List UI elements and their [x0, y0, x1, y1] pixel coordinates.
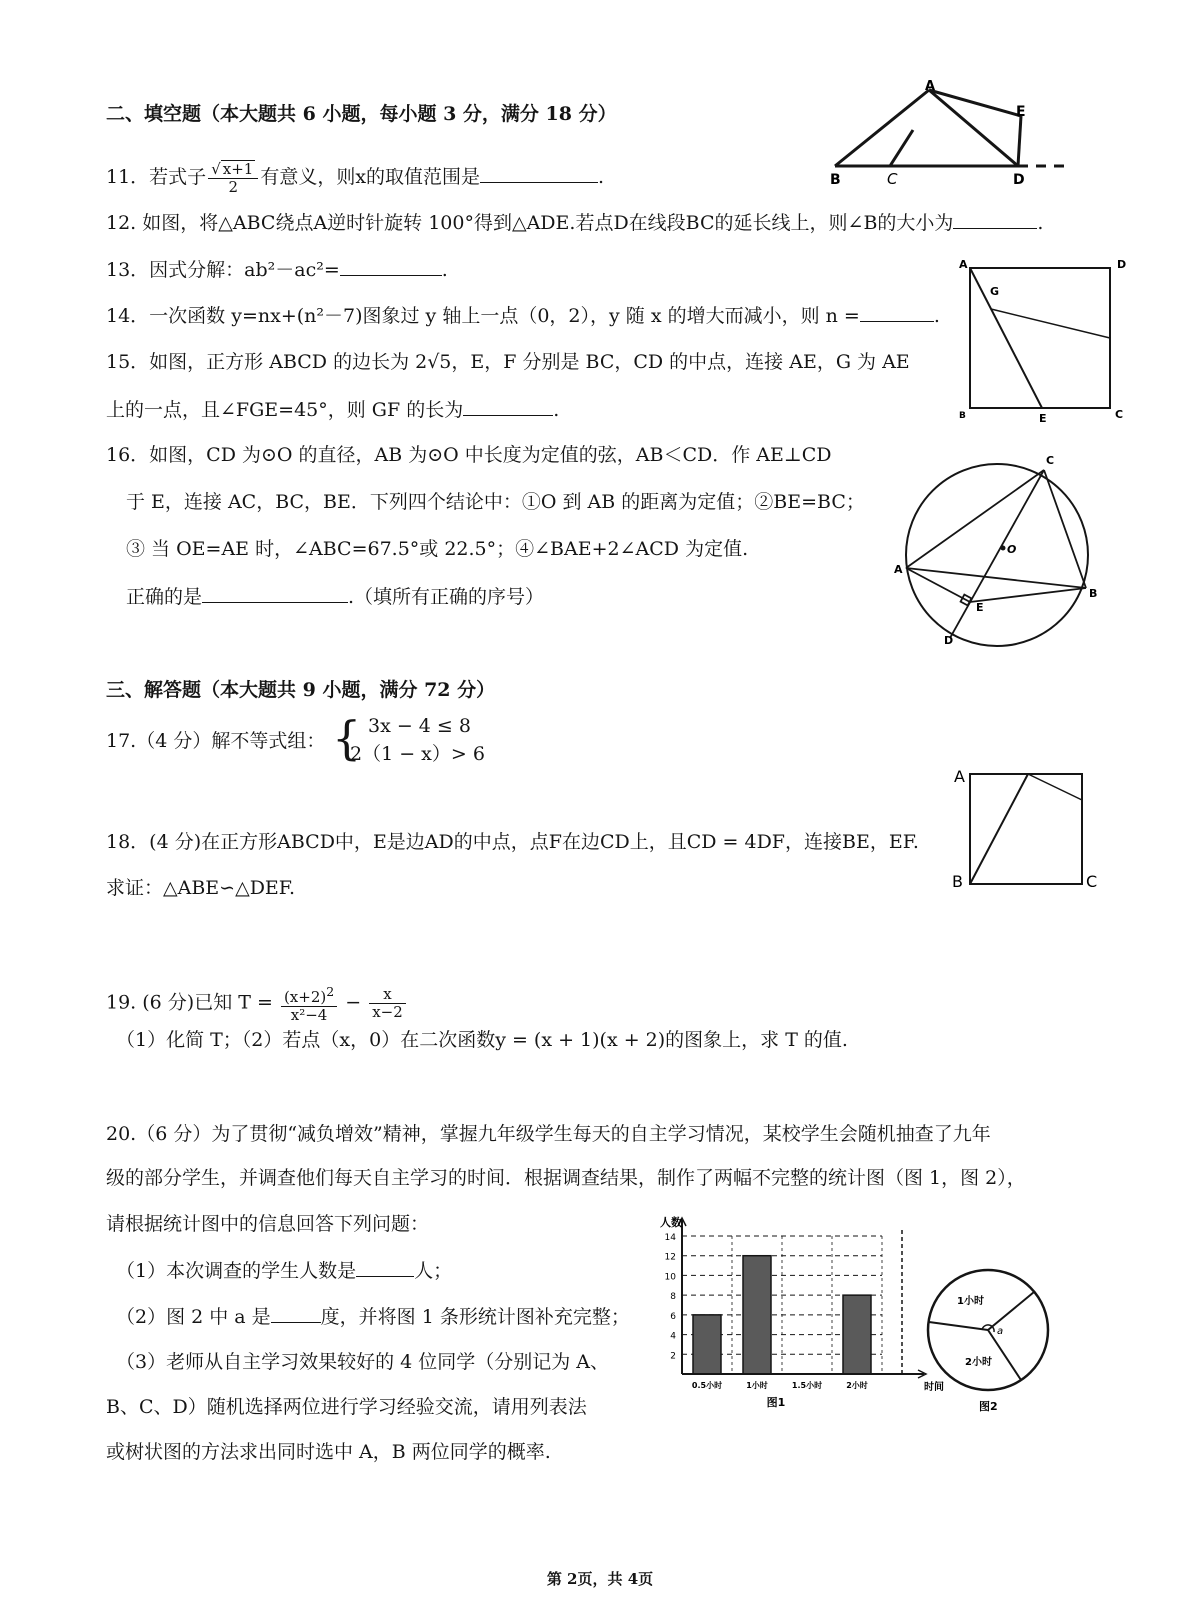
q15-label-d: D — [1117, 258, 1127, 271]
question-16-line-3: ③ 当 OE=AE 时，∠ABC=67.5°或 22.5°；④∠BAE+2∠ACD 为定值. — [126, 538, 749, 560]
question-18-line-2: 求证：△ABE∽△DEF. — [106, 877, 296, 899]
question-20-part-3-cont-1: B、C、D）随机选择两位进行学习经验交流，请用列表法 — [106, 1396, 587, 1418]
question-18-line-1: 18．(4 分)在正方形ABCD中，E是边AD的中点，点F在边CD上，且CD = 4DF，连接BE，EF. — [106, 831, 919, 853]
bar-ytick-2: 2 — [670, 1351, 676, 1362]
q20-p1-text: （1）本次调查的学生人数是 — [116, 1260, 357, 1282]
question-20-part-1 — [116, 1258, 452, 1283]
question-13 — [106, 257, 448, 282]
q12-triangles — [835, 90, 1065, 166]
section-title-fill-blank: 二、填空题（本大题共 6 小题，每小题 3 分，满分 18 分） — [106, 103, 617, 125]
q20-p1-suffix: 人； — [414, 1260, 453, 1282]
q20-p2-answer-blank[interactable] — [271, 1304, 321, 1323]
figure-q12 — [825, 80, 1075, 190]
question-16-line-4 — [126, 584, 544, 609]
q17-inequality-1: 3x − 4 ≤ 8 — [368, 715, 471, 737]
question-20-part-2 — [116, 1304, 630, 1329]
question-16-line-2: 于 E，连接 AC，BC，BE．下列四个结论中：①O 到 AB 的距离为定值；②BE=BC； — [126, 491, 865, 513]
q12-text: 12. 如图，将△ABC绕点A逆时针旋转 100°得到△ADE.若点D在线段BC的延长线上，则∠B的大小为 — [106, 212, 954, 234]
q18-segment-be — [970, 774, 1028, 884]
bar-xtick-3: 2小时 — [846, 1381, 868, 1390]
q19-fraction-1 — [281, 983, 337, 1024]
q16-segment-be — [970, 588, 1086, 602]
q20-p2-text: （2）图 2 中 a 是 — [116, 1306, 271, 1328]
q11-numerator: √ x+1 — [208, 160, 258, 179]
q12-label-b: B — [830, 172, 841, 188]
q19-frac2-denominator: x−2 — [372, 1003, 403, 1021]
q11-denominator: 2 — [228, 178, 239, 196]
bar-xtick-1: 1小时 — [746, 1381, 768, 1390]
question-20-line-2: 级的部分学生，并调查他们每天自主学习的时间．根据调查结果，制作了两幅不完整的统计图（图 1，图 2）， — [106, 1167, 1026, 1189]
q12-side-ac — [890, 130, 913, 166]
q12-end: . — [1037, 212, 1044, 234]
q16-answer-blank[interactable] — [202, 584, 348, 603]
q16-lines — [906, 470, 1086, 638]
q12-answer-blank[interactable] — [953, 210, 1037, 229]
q16-label-o: O — [1007, 543, 1017, 556]
question-20-part-3-cont-2: 或树状图的方法求出同时选中 A，B 两位同学的概率. — [106, 1441, 551, 1463]
q18-label-c: C — [1086, 872, 1098, 891]
pie-label-a: a — [997, 1326, 1004, 1337]
q15-label-a: A — [959, 258, 968, 271]
question-20-line-1: 20.（6 分）为了贯彻“减负增效”精神，掌握九年级学生每天的自主学习情况，某校学生会随机抽查了九年 — [106, 1123, 991, 1145]
q16-label-c: C — [1046, 454, 1055, 467]
q11-answer-blank[interactable] — [480, 164, 598, 183]
bar-1 — [743, 1256, 771, 1374]
bar-ytick-12: 12 — [664, 1252, 676, 1263]
bar-xtick-0: 0.5小时 — [691, 1381, 723, 1390]
q15-label-g: G — [990, 285, 1000, 298]
pie-label-1-hour: 1小时 — [957, 1296, 984, 1307]
q18-segment-ef — [1028, 774, 1082, 800]
q16-label-e: E — [976, 601, 984, 614]
section-title-answer: 三、解答题（本大题共 9 小题，满分 72 分） — [106, 679, 496, 701]
q15-answer-blank[interactable] — [463, 397, 553, 416]
q14-text: 14．一次函数 y=nx+(n²－7)图象过 y 轴上一点（0，2），y 随 x 的增大而减小，则 n = — [106, 305, 860, 327]
q12-side-ed — [1018, 116, 1021, 166]
bar-title: 图1 — [766, 1396, 786, 1409]
q15-end: . — [553, 399, 560, 421]
q15-label-c: C — [1115, 408, 1124, 421]
q12-side-ab — [835, 90, 929, 166]
question-15-line-1: 15．如图，正方形 ABCD 的边长为 2√5，E，F 分别是 BC，CD 的中点，连接 AE，G 为 AE — [106, 351, 910, 373]
page-footer: 第 2页，共 4页 — [546, 1570, 654, 1588]
q16-chord-cb — [1044, 470, 1086, 588]
question-11 — [106, 160, 604, 196]
q16-chord-ab — [906, 568, 1086, 588]
pie-divider-3 — [988, 1330, 1021, 1380]
q18-label-b: B — [952, 872, 963, 891]
bar-ytick-4: 4 — [670, 1331, 676, 1342]
bar-ytick-8: 8 — [670, 1292, 676, 1303]
pie-chart-figure-2 — [915, 1270, 1065, 1420]
bar-chart-figure-1 — [650, 1210, 944, 1415]
q16-center-point — [1001, 546, 1006, 551]
q16-diameter-cd — [950, 470, 1044, 638]
q20-p1-answer-blank[interactable] — [356, 1258, 414, 1277]
question-19-line-2: （1）化简 T；（2）若点（x，0）在二次函数y = (x + 1)(x + 2)的图象上，求 T 的值. — [116, 1029, 848, 1051]
q19-minus: − — [345, 991, 362, 1014]
pie-divider-2 — [929, 1322, 988, 1330]
bar-3 — [843, 1295, 871, 1374]
q14-end: . — [933, 305, 940, 327]
bar-ytick-10: 10 — [664, 1272, 676, 1283]
q19-prefix: 19. (6 分)已知 T = — [106, 991, 273, 1014]
q19-frac1-numerator — [281, 983, 337, 1007]
q19-frac2-numerator: x — [369, 986, 406, 1004]
question-12 — [106, 210, 1043, 235]
question-16-line-1: 16．如图，CD 为⊙O 的直径，AB 为⊙O 中长度为定值的弦，AB＜CD．作 AE⊥CD — [106, 444, 832, 466]
q11-fraction — [208, 160, 258, 196]
q16-text: 正确的是 — [126, 586, 203, 608]
question-14 — [106, 303, 940, 328]
question-20-part-3: （3）老师从自主学习效果较好的 4 位同学（分别记为 A、 — [116, 1351, 610, 1373]
q16-label-b: B — [1089, 587, 1098, 600]
q15-label-b: B — [959, 411, 966, 421]
q15-text: 上的一点，且∠FGE=45°，则 GF 的长为 — [106, 399, 464, 421]
figure-q18 — [950, 764, 1110, 899]
q11-radicand: x+1 — [222, 160, 254, 178]
q11-prefix: 11．若式子 — [106, 166, 207, 188]
q12-label-c: C — [887, 170, 898, 188]
q19-frac1-denominator: x²−4 — [290, 1006, 328, 1024]
bar-xtick-2: 1.5小时 — [791, 1381, 823, 1390]
q19-fraction-2 — [369, 986, 406, 1021]
q16-label-a: A — [894, 563, 903, 576]
question-20-line-3: 请根据统计图中的信息回答下列问题： — [106, 1213, 430, 1235]
q12-label-a: A — [925, 79, 936, 94]
q16-label-d: D — [944, 634, 954, 647]
figure-q16 — [890, 450, 1110, 650]
q13-answer-blank[interactable] — [340, 257, 442, 276]
question-19-line-1 — [106, 983, 408, 1024]
question-15-line-2 — [106, 397, 559, 422]
q19-frac1-num-text: (x+2) — [283, 988, 327, 1006]
pie-title: 图2 — [979, 1400, 998, 1413]
q14-answer-blank[interactable] — [860, 303, 934, 322]
q16-suffix: .（填所有正确的序号） — [348, 586, 545, 608]
pie-label-2-hour: 2小时 — [965, 1357, 992, 1368]
q12-label-d: D — [1013, 172, 1025, 188]
q17-inequality-2: 2（1 − x）> 6 — [350, 743, 485, 765]
q16-chord-ac — [906, 470, 1044, 568]
bar-ytick-6: 6 — [670, 1311, 676, 1322]
q18-label-a: A — [954, 767, 965, 786]
q13-end: . — [441, 259, 448, 281]
q19-frac1-exponent: 2 — [326, 984, 335, 999]
bar-ylabel: 人数 — [660, 1216, 682, 1229]
figure-q15 — [955, 254, 1130, 424]
bar-ytick-14: 14 — [664, 1233, 676, 1243]
q11-suffix: 有意义，则x的取值范围是 — [260, 166, 481, 188]
q13-text: 13．因式分解：ab²－ac²= — [106, 259, 340, 281]
question-17: 17.（4 分）解不等式组： — [106, 730, 326, 752]
bar-xlabel: 时间 — [924, 1382, 944, 1393]
q11-end: . — [598, 166, 605, 188]
q12-label-e: E — [1016, 104, 1026, 120]
pie-divider-1 — [988, 1292, 1034, 1330]
bar-0 — [693, 1315, 721, 1374]
q18-square — [970, 774, 1082, 884]
q17-brace: { — [332, 711, 362, 765]
q15-segment-ae — [970, 268, 1042, 408]
q20-p2-suffix: 度，并将图 1 条形统计图补充完整； — [320, 1306, 630, 1328]
q15-label-e: E — [1039, 412, 1047, 425]
q15-segment-gf — [991, 309, 1110, 338]
